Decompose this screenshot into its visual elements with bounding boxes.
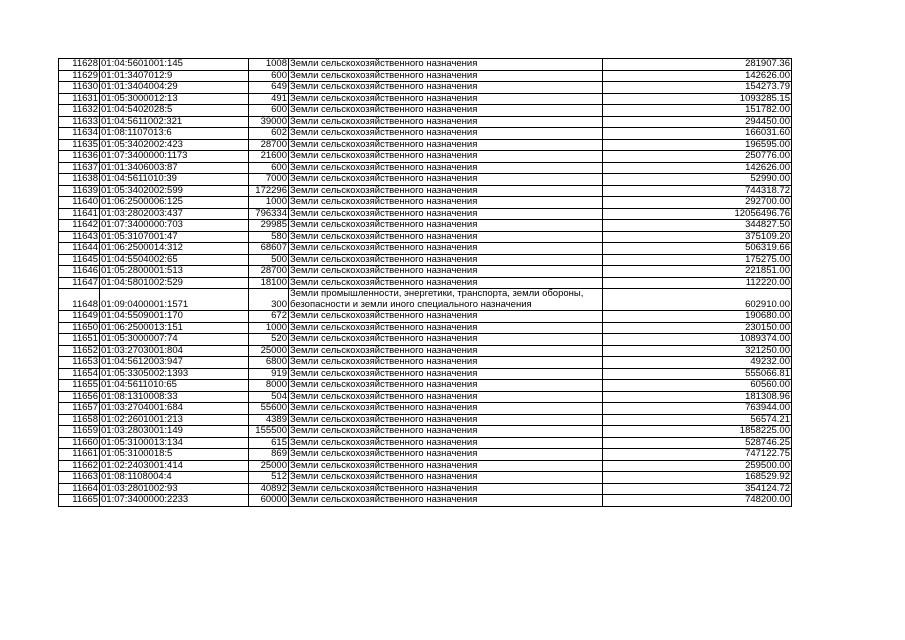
cadastral-number-cell: 01:03:2703001:804 xyxy=(100,345,249,357)
cadastral-number-cell: 01:06:2500014:312 xyxy=(100,243,249,255)
area-cell: 4389 xyxy=(249,414,289,426)
cadastral-number-cell: 01:04:5611010:39 xyxy=(100,174,249,186)
cadastral-number-cell: 01:08:1108004:4 xyxy=(100,472,249,484)
land-category-cell: Земли сельскохозяйственного назначения xyxy=(289,368,603,380)
table-row xyxy=(59,197,792,209)
row-number-cell: 11636 xyxy=(59,151,100,163)
area-cell: 28700 xyxy=(249,139,289,151)
table-row xyxy=(59,174,792,186)
table-row xyxy=(59,391,792,403)
cadastral-number-cell: 01:03:2803001:149 xyxy=(100,426,249,438)
cadastral-value-cell: 321250.00 xyxy=(603,345,792,357)
row-number-cell: 11644 xyxy=(59,243,100,255)
area-cell: 28700 xyxy=(249,266,289,278)
cadastral-value-cell: 221851.00 xyxy=(603,266,792,278)
land-category-cell: Земли сельскохозяйственного назначения xyxy=(289,174,603,186)
cadastral-value-cell: 196595.00 xyxy=(603,139,792,151)
table-row xyxy=(59,483,792,495)
row-number-cell: 11630 xyxy=(59,82,100,94)
cadastral-value-cell: 748200.00 xyxy=(603,495,792,507)
land-category-cell: Земли сельскохозяйственного назначения xyxy=(289,151,603,163)
cadastral-number-cell: 01:02:2403001:414 xyxy=(100,460,249,472)
cadastral-number-cell: 01:05:3100018:5 xyxy=(100,449,249,461)
cadastral-number-cell: 01:04:5611010:65 xyxy=(100,380,249,392)
table-row xyxy=(59,93,792,105)
area-cell: 796334 xyxy=(249,208,289,220)
row-number-cell: 11634 xyxy=(59,128,100,140)
row-number-cell: 11660 xyxy=(59,437,100,449)
land-category-cell: Земли сельскохозяйственного назначения xyxy=(289,220,603,232)
area-cell: 68607 xyxy=(249,243,289,255)
table-row xyxy=(59,151,792,163)
table-body xyxy=(59,59,792,507)
table-row xyxy=(59,311,792,323)
table-row xyxy=(59,231,792,243)
row-number-cell: 11648 xyxy=(59,289,100,311)
cadastral-number-cell: 01:01:3406003:87 xyxy=(100,162,249,174)
row-number-cell: 11655 xyxy=(59,380,100,392)
cadastral-number-cell: 01:04:5611002:321 xyxy=(100,116,249,128)
row-number-cell: 11659 xyxy=(59,426,100,438)
table-row xyxy=(59,357,792,369)
cadastral-value-cell: 142626.00 xyxy=(603,162,792,174)
cadastral-number-cell: 01:05:3000007:74 xyxy=(100,334,249,346)
cadastral-value-cell: 344827.50 xyxy=(603,220,792,232)
cadastral-value-cell: 292700.00 xyxy=(603,197,792,209)
area-cell: 55600 xyxy=(249,403,289,415)
cadastral-value-cell: 168529.92 xyxy=(603,472,792,484)
cadastral-number-cell: 01:01:3404004:29 xyxy=(100,82,249,94)
cadastral-value-cell: 528746.25 xyxy=(603,437,792,449)
cadastral-value-cell: 12056496.76 xyxy=(603,208,792,220)
land-category-cell: Земли сельскохозяйственного назначения xyxy=(289,437,603,449)
area-cell: 602 xyxy=(249,128,289,140)
land-category-cell: Земли сельскохозяйственного назначения xyxy=(289,380,603,392)
cadastral-number-cell: 01:05:3402002:599 xyxy=(100,185,249,197)
land-category-cell: Земли сельскохозяйственного назначения xyxy=(289,426,603,438)
cadastral-number-cell: 01:04:5801002:529 xyxy=(100,277,249,289)
row-number-cell: 11650 xyxy=(59,322,100,334)
row-number-cell: 11651 xyxy=(59,334,100,346)
area-cell: 869 xyxy=(249,449,289,461)
table-row xyxy=(59,277,792,289)
cadastral-value-cell: 112220.00 xyxy=(603,277,792,289)
cadastral-value-cell: 56574.21 xyxy=(603,414,792,426)
cadastral-value-cell: 555066.81 xyxy=(603,368,792,380)
cadastral-number-cell: 01:01:3407012:9 xyxy=(100,70,249,82)
land-category-cell: Земли сельскохозяйственного назначения xyxy=(289,70,603,82)
table-row xyxy=(59,345,792,357)
cadastral-value-cell: 763944.00 xyxy=(603,403,792,415)
cadastral-number-cell: 01:06:2500013:151 xyxy=(100,322,249,334)
cadastral-number-cell: 01:06:2500006:125 xyxy=(100,197,249,209)
area-cell: 649 xyxy=(249,82,289,94)
land-category-cell: Земли сельскохозяйственного назначения xyxy=(289,116,603,128)
cadastral-number-cell: 01:04:5509001:170 xyxy=(100,311,249,323)
area-cell: 491 xyxy=(249,93,289,105)
cadastral-value-cell: 52990.00 xyxy=(603,174,792,186)
cadastral-value-cell: 154273.79 xyxy=(603,82,792,94)
area-cell: 1000 xyxy=(249,322,289,334)
land-category-cell: Земли сельскохозяйственного назначения xyxy=(289,231,603,243)
table-row xyxy=(59,460,792,472)
cadastral-number-cell: 01:08:1107013:6 xyxy=(100,128,249,140)
cadastral-value-cell: 1093285.15 xyxy=(603,93,792,105)
cadastral-number-cell: 01:04:5601001:145 xyxy=(100,59,249,71)
land-category-cell: Земли сельскохозяйственного назначения xyxy=(289,93,603,105)
area-cell: 580 xyxy=(249,231,289,243)
row-number-cell: 11646 xyxy=(59,266,100,278)
cadastral-value-cell: 375109.20 xyxy=(603,231,792,243)
land-category-cell: Земли сельскохозяйственного назначения xyxy=(289,414,603,426)
row-number-cell: 11656 xyxy=(59,391,100,403)
cadastral-number-cell: 01:05:3107001:47 xyxy=(100,231,249,243)
area-cell: 615 xyxy=(249,437,289,449)
area-cell: 6800 xyxy=(249,357,289,369)
table-row xyxy=(59,472,792,484)
land-category-cell: Земли сельскохозяйственного назначения xyxy=(289,254,603,266)
area-cell: 919 xyxy=(249,368,289,380)
cadastral-value-cell: 190680.00 xyxy=(603,311,792,323)
row-number-cell: 11665 xyxy=(59,495,100,507)
area-cell: 25000 xyxy=(249,345,289,357)
row-number-cell: 11640 xyxy=(59,197,100,209)
land-category-cell: Земли сельскохозяйственного назначения xyxy=(289,266,603,278)
land-category-cell: Земли сельскохозяйственного назначения xyxy=(289,185,603,197)
table-row xyxy=(59,116,792,128)
row-number-cell: 11661 xyxy=(59,449,100,461)
cadastral-number-cell: 01:07:3400000:2233 xyxy=(100,495,249,507)
table-row xyxy=(59,162,792,174)
table-row xyxy=(59,289,792,311)
table-row xyxy=(59,105,792,117)
row-number-cell: 11647 xyxy=(59,277,100,289)
cadastral-value-cell: 747122.75 xyxy=(603,449,792,461)
cadastral-value-cell: 744318.72 xyxy=(603,185,792,197)
land-category-cell: Земли сельскохозяйственного назначения xyxy=(289,483,603,495)
cadastral-value-cell: 1858225.00 xyxy=(603,426,792,438)
area-cell: 40892 xyxy=(249,483,289,495)
area-cell: 155500 xyxy=(249,426,289,438)
area-cell: 29985 xyxy=(249,220,289,232)
cadastral-value-cell: 250776.00 xyxy=(603,151,792,163)
land-category-cell: Земли сельскохозяйственного назначения xyxy=(289,197,603,209)
table-row xyxy=(59,128,792,140)
land-category-cell: Земли сельскохозяйственного назначения xyxy=(289,472,603,484)
land-category-cell: Земли сельскохозяйственного назначения xyxy=(289,449,603,461)
area-cell: 500 xyxy=(249,254,289,266)
row-number-cell: 11645 xyxy=(59,254,100,266)
area-cell: 18100 xyxy=(249,277,289,289)
land-category-cell: Земли сельскохозяйственного назначения xyxy=(289,128,603,140)
table-row xyxy=(59,495,792,507)
cadastral-value-cell: 181308.96 xyxy=(603,391,792,403)
table-row xyxy=(59,449,792,461)
row-number-cell: 11638 xyxy=(59,174,100,186)
area-cell: 600 xyxy=(249,105,289,117)
cadastral-number-cell: 01:04:5612003:947 xyxy=(100,357,249,369)
cadastral-number-cell: 01:07:3400000:703 xyxy=(100,220,249,232)
table-row xyxy=(59,266,792,278)
row-number-cell: 11658 xyxy=(59,414,100,426)
land-category-cell: Земли сельскохозяйственного назначения xyxy=(289,357,603,369)
cadastral-value-cell: 230150.00 xyxy=(603,322,792,334)
table-row xyxy=(59,437,792,449)
row-number-cell: 11642 xyxy=(59,220,100,232)
cadastral-number-cell: 01:03:2704001:684 xyxy=(100,403,249,415)
row-number-cell: 11635 xyxy=(59,139,100,151)
area-cell: 600 xyxy=(249,162,289,174)
cadastral-number-cell: 01:07:3400000:1173 xyxy=(100,151,249,163)
land-category-cell: Земли сельскохозяйственного назначения xyxy=(289,82,603,94)
area-cell: 25000 xyxy=(249,460,289,472)
row-number-cell: 11657 xyxy=(59,403,100,415)
row-number-cell: 11641 xyxy=(59,208,100,220)
land-category-cell: Земли сельскохозяйственного назначения xyxy=(289,391,603,403)
cadastral-number-cell: 01:03:2801002:93 xyxy=(100,483,249,495)
cadastral-number-cell: 01:09:0400001:1571 xyxy=(100,289,249,311)
land-category-cell: Земли сельскохозяйственного назначения xyxy=(289,403,603,415)
table-row xyxy=(59,426,792,438)
area-cell: 60000 xyxy=(249,495,289,507)
cadastral-value-cell: 49232.00 xyxy=(603,357,792,369)
land-category-cell: Земли сельскохозяйственного назначения xyxy=(289,59,603,71)
cadastral-number-cell: 01:05:3100013:134 xyxy=(100,437,249,449)
area-cell: 300 xyxy=(249,289,289,311)
area-cell: 39000 xyxy=(249,116,289,128)
cadastral-value-cell: 151782.00 xyxy=(603,105,792,117)
table-row xyxy=(59,380,792,392)
area-cell: 1000 xyxy=(249,197,289,209)
table-row xyxy=(59,403,792,415)
cadastral-value-cell: 142626.00 xyxy=(603,70,792,82)
table-row xyxy=(59,414,792,426)
area-cell: 7000 xyxy=(249,174,289,186)
row-number-cell: 11649 xyxy=(59,311,100,323)
table-row xyxy=(59,368,792,380)
cadastral-value-cell: 259500.00 xyxy=(603,460,792,472)
land-category-cell: Земли сельскохозяйственного назначения xyxy=(289,162,603,174)
cadastral-number-cell: 01:04:5504002:65 xyxy=(100,254,249,266)
table-row xyxy=(59,243,792,255)
row-number-cell: 11629 xyxy=(59,70,100,82)
cadastral-value-cell: 60560.00 xyxy=(603,380,792,392)
land-category-cell: Земли сельскохозяйственного назначения xyxy=(289,311,603,323)
land-category-cell: Земли сельскохозяйственного назначения xyxy=(289,208,603,220)
area-cell: 172296 xyxy=(249,185,289,197)
row-number-cell: 11654 xyxy=(59,368,100,380)
cadastral-number-cell: 01:08:1310008:33 xyxy=(100,391,249,403)
row-number-cell: 11652 xyxy=(59,345,100,357)
row-number-cell: 11628 xyxy=(59,59,100,71)
row-number-cell: 11633 xyxy=(59,116,100,128)
cadastral-number-cell: 01:05:2800001:513 xyxy=(100,266,249,278)
land-category-cell: Земли сельскохозяйственного назначения xyxy=(289,322,603,334)
cadastral-value-cell: 166031.60 xyxy=(603,128,792,140)
row-number-cell: 11662 xyxy=(59,460,100,472)
area-cell: 1008 xyxy=(249,59,289,71)
cadastral-value-cell: 1089374.00 xyxy=(603,334,792,346)
cadastral-value-cell: 175275.00 xyxy=(603,254,792,266)
cadastral-value-cell: 506319.66 xyxy=(603,243,792,255)
area-cell: 520 xyxy=(249,334,289,346)
row-number-cell: 11639 xyxy=(59,185,100,197)
table-row xyxy=(59,208,792,220)
row-number-cell: 11663 xyxy=(59,472,100,484)
land-category-cell: Земли сельскохозяйственного назначения xyxy=(289,345,603,357)
cadastral-value-cell: 281907.36 xyxy=(603,59,792,71)
cadastral-number-cell: 01:05:3000012:13 xyxy=(100,93,249,105)
cadastral-number-cell: 01:03:2802003:437 xyxy=(100,208,249,220)
land-category-cell: Земли сельскохозяйственного назначения xyxy=(289,243,603,255)
area-cell: 600 xyxy=(249,70,289,82)
row-number-cell: 11631 xyxy=(59,93,100,105)
area-cell: 21600 xyxy=(249,151,289,163)
land-category-cell: Земли сельскохозяйственного назначения xyxy=(289,460,603,472)
table-row xyxy=(59,70,792,82)
row-number-cell: 11632 xyxy=(59,105,100,117)
cadastral-number-cell: 01:02:2601001:213 xyxy=(100,414,249,426)
table-row xyxy=(59,185,792,197)
row-number-cell: 11664 xyxy=(59,483,100,495)
cadastral-number-cell: 01:05:3305002:1393 xyxy=(100,368,249,380)
cadastral-number-cell: 01:05:3402002:423 xyxy=(100,139,249,151)
cadastral-value-cell: 294450.00 xyxy=(603,116,792,128)
land-category-cell: Земли сельскохозяйственного назначения xyxy=(289,105,603,117)
table-row xyxy=(59,254,792,266)
area-cell: 512 xyxy=(249,472,289,484)
land-parcel-table xyxy=(58,58,792,507)
land-category-cell: Земли сельскохозяйственного назначения xyxy=(289,495,603,507)
table-row xyxy=(59,139,792,151)
table-row xyxy=(59,322,792,334)
land-category-cell: Земли сельскохозяйственного назначения xyxy=(289,139,603,151)
land-category-cell: Земли сельскохозяйственного назначения xyxy=(289,334,603,346)
cadastral-value-cell: 354124.72 xyxy=(603,483,792,495)
row-number-cell: 11653 xyxy=(59,357,100,369)
area-cell: 672 xyxy=(249,311,289,323)
cadastral-value-cell: 602910.00 xyxy=(603,289,792,311)
row-number-cell: 11637 xyxy=(59,162,100,174)
table-row xyxy=(59,334,792,346)
area-cell: 504 xyxy=(249,391,289,403)
table-row xyxy=(59,82,792,94)
area-cell: 8000 xyxy=(249,380,289,392)
table-row xyxy=(59,59,792,71)
cadastral-number-cell: 01:04:5402028:5 xyxy=(100,105,249,117)
row-number-cell: 11643 xyxy=(59,231,100,243)
table-row xyxy=(59,220,792,232)
land-category-cell: Земли сельскохозяйственного назначения xyxy=(289,277,603,289)
land-category-cell: Земли промышленности, энергетики, транспорта, земли обороны, безопасности и земли иного специального назначения xyxy=(289,289,603,311)
